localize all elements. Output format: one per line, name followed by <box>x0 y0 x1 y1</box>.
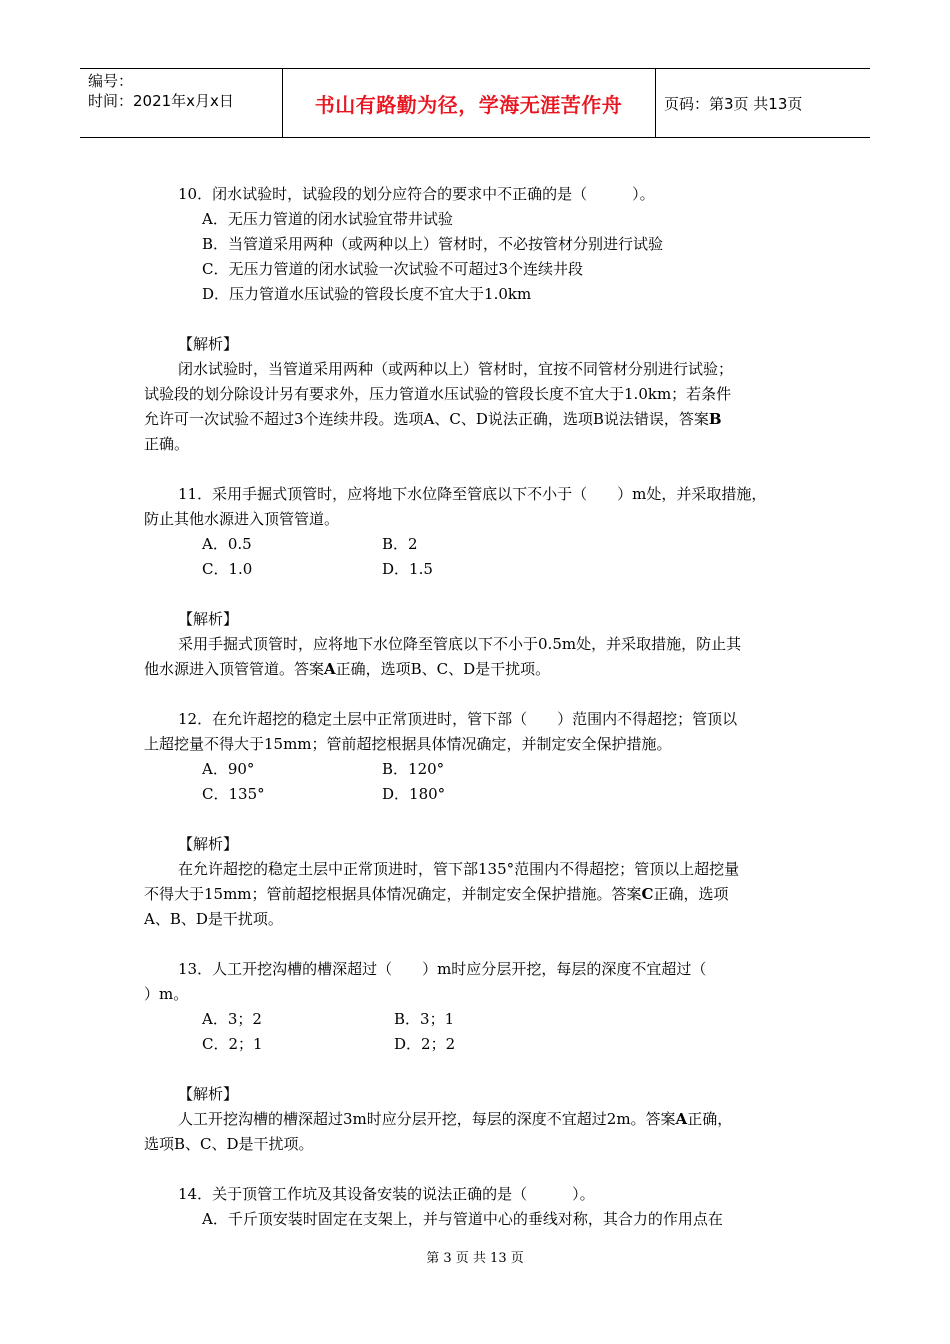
document-header <box>80 68 870 138</box>
q10-option-b: B．当管道采用两种（或两种以上）管材时，不必按管材分别进行试验 <box>202 235 664 253</box>
header-divider <box>655 69 656 137</box>
q12-stem: 上超挖量不得大于15mm；管前超挖根据具体情况确定，并制定安全保护措施。 <box>144 735 672 753</box>
q13-option-d: D．2；2 <box>394 1035 456 1053</box>
page-footer: 第 3 页 共 13 页 <box>426 1251 524 1266</box>
code-label: 编号： <box>88 72 134 90</box>
q13-options-row <box>144 1032 812 1057</box>
q12-option-c: C．135° <box>202 785 265 803</box>
q14-stem: 14．关于顶管工作坑及其设备安装的说法正确的是（ ）。 <box>178 1185 595 1203</box>
q12-analysis-line: 在允许超挖的稳定土层中正常顶进时，管下部135°范围内不得超挖；管顶以上超挖量 <box>178 860 740 878</box>
q13-analysis-title: 【解析】 <box>178 1085 239 1103</box>
q11-analysis-line: 采用手掘式顶管时，应将地下水位降至管底以下不小于0.5m处，并采取措施，防止其 <box>178 635 742 653</box>
q11-option-c: C．1.0 <box>202 560 253 578</box>
q11-options-row <box>144 557 812 582</box>
q11-option-a: A．0.5 <box>202 535 252 553</box>
q12-answer: C <box>641 885 654 903</box>
q10-option-a: A．无压力管道的闭水试验宜带井试验 <box>202 210 453 228</box>
q11-analysis-title: 【解析】 <box>178 610 239 628</box>
q12-analysis-line: A、B、D是干扰项。 <box>144 910 283 928</box>
q12-stem: 12．在允许超挖的稳定土层中正常顶进时，管下部（ ）范围内不得超挖；管顶以 <box>178 710 738 728</box>
time-label: 时间：2021年x月x日 <box>88 92 234 110</box>
q10-analysis-line: 试验段的划分除设计另有要求外，压力管道水压试验的管段长度不宜大于1.0km；若条件 <box>144 385 732 403</box>
q12-analysis-title: 【解析】 <box>178 835 239 853</box>
q13-stem: 13．人工开挖沟槽的槽深超过（ ）m时应分层开挖，每层的深度不宜超过（ <box>178 960 707 978</box>
q12-options-row <box>144 757 812 782</box>
q11-option-d: D．1.5 <box>382 560 433 578</box>
header-meta <box>88 71 234 111</box>
q13-options-row <box>144 1007 812 1032</box>
document-body <box>144 182 812 1232</box>
q10-answer: B <box>708 410 722 428</box>
q13-answer: A <box>675 1110 688 1128</box>
q10-analysis-line: 闭水试验时，当管道采用两种（或两种以上）管材时，宜按不同管材分别进行试验； <box>178 360 734 378</box>
header-motto: 书山有路勤为径，学海无涯苦作舟 <box>314 92 623 117</box>
q11-stem: 11．采用手掘式顶管时，应将地下水位降至管底以下不小于（ ）m处，并采取措施， <box>178 485 767 503</box>
q13-option-a: A．3；2 <box>202 1010 262 1028</box>
q12-option-d: D．180° <box>382 785 446 803</box>
q11-options-row <box>144 532 812 557</box>
q10-option-d: D．压力管道水压试验的管段长度不宜大于1.0km <box>202 285 532 303</box>
q12-options-row <box>144 782 812 807</box>
q11-stem: 防止其他水源进入顶管管道。 <box>144 510 340 528</box>
q10-analysis-line: 正确。 <box>144 435 190 453</box>
q13-stem: ）m。 <box>144 985 189 1003</box>
q10-analysis-line: 允许可一次试验不超过3个连续井段。选项A、C、D说法正确，选项B说法错误，答案B <box>144 410 722 428</box>
q11-analysis-line: 他水源进入顶管管道。答案A正确，选项B、C、D是干扰项。 <box>144 660 551 678</box>
q14-option-a: A．千斤顶安装时固定在支架上，并与管道中心的垂线对称，其合力的作用点在 <box>202 1210 723 1228</box>
q10-option-c: C．无压力管道的闭水试验一次试验不可超过3个连续井段 <box>202 260 584 278</box>
q10-stem: 10．闭水试验时，试验段的划分应符合的要求中不正确的是（ ）。 <box>178 185 655 203</box>
q13-analysis-line: 选项B、C、D是干扰项。 <box>144 1135 314 1153</box>
q12-option-a: A．90° <box>202 760 255 778</box>
q11-answer: A <box>324 660 336 678</box>
header-page-info: 页码：第3页 共13页 <box>664 95 803 113</box>
q13-option-c: C．2；1 <box>202 1035 263 1053</box>
q12-option-b: B．120° <box>382 760 445 778</box>
q13-analysis-line: 人工开挖沟槽的槽深超过3m时应分层开挖，每层的深度不宜超过2m。答案A正确， <box>178 1110 733 1128</box>
q11-option-b: B．2 <box>382 535 418 553</box>
q10-analysis-title: 【解析】 <box>178 335 239 353</box>
q13-option-b: B．3；1 <box>394 1010 455 1028</box>
q12-analysis-line: 不得大于15mm；管前超挖根据具体情况确定，并制定安全保护措施。答案C正确，选项 <box>144 885 729 903</box>
